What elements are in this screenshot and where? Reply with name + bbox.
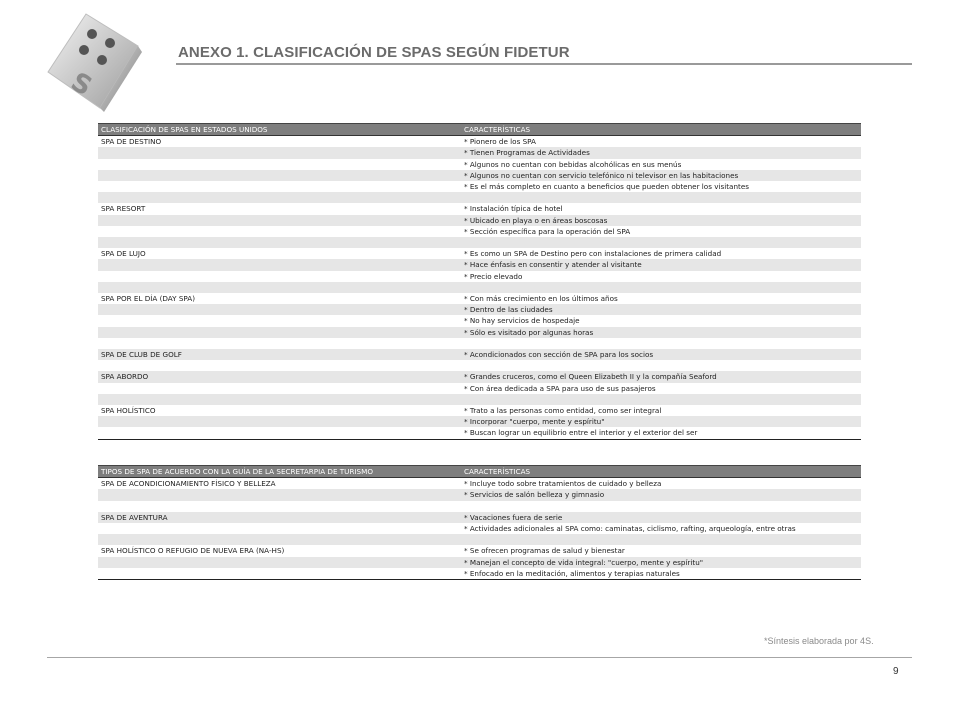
spa-type-cell bbox=[98, 282, 461, 293]
table-row bbox=[98, 512, 861, 523]
spa-type-cell: SPA DE ACONDICIONAMIENTO FÍSICO Y BELLEZA bbox=[98, 478, 461, 490]
characteristic-cell: * Servicios de salón belleza y gimnasio bbox=[461, 489, 861, 500]
table-row bbox=[98, 215, 861, 226]
characteristic-cell: * Acondicionados con sección de SPA para los socios bbox=[461, 349, 861, 360]
characteristic-cell: * Ubicado en playa o en áreas boscosas bbox=[461, 215, 861, 226]
spa-type-cell bbox=[98, 304, 461, 315]
characteristic-cell: * Con área dedicada a SPA para uso de sus pasajeros bbox=[461, 383, 861, 394]
characteristic-cell: * Actividades adicionales al SPA como: caminatas, ciclismo, rafting, arqueología, entre otras bbox=[461, 523, 861, 534]
table-row bbox=[98, 203, 861, 214]
characteristic-cell: * Algunos no cuentan con bebidas alcohólicas en sus menús bbox=[461, 159, 861, 170]
table-row bbox=[98, 568, 861, 580]
table-row bbox=[98, 489, 861, 500]
table-row bbox=[98, 181, 861, 192]
table-row bbox=[98, 523, 861, 534]
spa-type-cell bbox=[98, 259, 461, 270]
column-header-characteristics: CARACTERÍSTICAS bbox=[461, 124, 861, 136]
characteristic-cell: * No hay servicios de hospedaje bbox=[461, 315, 861, 326]
spa-type-cell bbox=[98, 271, 461, 282]
column-header-classification: CLASIFICACIÓN DE SPAS EN ESTADOS UNIDOS bbox=[98, 124, 461, 136]
spa-type-cell bbox=[98, 237, 461, 248]
column-header-types: TIPOS DE SPA DE ACUERDO CON LA GUÍA DE LA SECRETARPIA DE TURISMO bbox=[98, 466, 461, 478]
spa-type-cell: SPA POR EL DÍA (DAY SPA) bbox=[98, 293, 461, 304]
table-row bbox=[98, 248, 861, 259]
spa-type-cell: SPA DE LUJO bbox=[98, 248, 461, 259]
characteristic-cell: * Buscan lograr un equilibrio entre el interior y el exterior del ser bbox=[461, 427, 861, 439]
table-row bbox=[98, 383, 861, 394]
spa-type-cell bbox=[98, 192, 461, 203]
table-row bbox=[98, 427, 861, 439]
characteristic-cell: * Manejan el concepto de vida integral: "cuerpo, mente y espíritu" bbox=[461, 557, 861, 568]
spa-type-cell bbox=[98, 489, 461, 500]
characteristic-cell bbox=[461, 501, 861, 512]
table-row bbox=[98, 170, 861, 181]
spa-type-cell: SPA DE AVENTURA bbox=[98, 512, 461, 523]
spa-type-cell bbox=[98, 226, 461, 237]
spa-type-cell bbox=[98, 170, 461, 181]
characteristic-cell bbox=[461, 360, 861, 371]
spa-type-cell bbox=[98, 427, 461, 439]
characteristic-cell: * Pionero de los SPA bbox=[461, 136, 861, 148]
spa-type-cell bbox=[98, 360, 461, 371]
table-row bbox=[98, 282, 861, 293]
table-row bbox=[98, 159, 861, 170]
characteristic-cell bbox=[461, 282, 861, 293]
spa-type-cell bbox=[98, 327, 461, 338]
spa-type-cell bbox=[98, 534, 461, 545]
table-row bbox=[98, 293, 861, 304]
page-number: 9 bbox=[893, 666, 899, 677]
characteristic-cell: * Dentro de las ciudades bbox=[461, 304, 861, 315]
spa-type-cell bbox=[98, 501, 461, 512]
characteristic-cell: * Incluye todo sobre tratamientos de cuidado y belleza bbox=[461, 478, 861, 490]
table-row bbox=[98, 259, 861, 270]
characteristic-cell bbox=[461, 338, 861, 349]
table-row bbox=[98, 478, 861, 490]
characteristic-cell: * Vacaciones fuera de serie bbox=[461, 512, 861, 523]
spa-type-cell: SPA DE DESTINO bbox=[98, 136, 461, 148]
table-row bbox=[98, 501, 861, 512]
spa-type-cell bbox=[98, 383, 461, 394]
characteristic-cell: * Sólo es visitado por algunas horas bbox=[461, 327, 861, 338]
table-row bbox=[98, 147, 861, 158]
table-row bbox=[98, 349, 861, 360]
characteristic-cell: * Tienen Programas de Actividades bbox=[461, 147, 861, 158]
us-spa-classification-table bbox=[98, 123, 861, 440]
spa-type-cell: SPA DE CLUB DE GOLF bbox=[98, 349, 461, 360]
characteristic-cell: * Sección específica para la operación del SPA bbox=[461, 226, 861, 237]
characteristic-cell: * Hace énfasis en consentir y atender al visitante bbox=[461, 259, 861, 270]
characteristic-cell: * Trato a las personas como entidad, como ser integral bbox=[461, 405, 861, 416]
characteristic-cell bbox=[461, 394, 861, 405]
spa-type-cell bbox=[98, 315, 461, 326]
source-note: *Síntesis elaborada por 4S. bbox=[764, 636, 874, 646]
svg-text:S: S bbox=[65, 67, 97, 103]
table-header-row bbox=[98, 124, 861, 136]
spa-type-cell bbox=[98, 394, 461, 405]
table-row bbox=[98, 226, 861, 237]
characteristic-cell: * Se ofrecen programas de salud y bienestar bbox=[461, 545, 861, 556]
table-row bbox=[98, 360, 861, 371]
spa-type-cell: SPA HOLÍSTICO bbox=[98, 405, 461, 416]
characteristic-cell: * Incorporar "cuerpo, mente y espíritu" bbox=[461, 416, 861, 427]
secretaria-spa-types-table bbox=[98, 465, 861, 580]
spa-type-cell: SPA HOLÍSTICO O REFUGIO DE NUEVA ERA (NA-HS) bbox=[98, 545, 461, 556]
table-row bbox=[98, 394, 861, 405]
table-row bbox=[98, 416, 861, 427]
page-title: ANEXO 1. CLASIFICACIÓN DE SPAS SEGÚN FIDETUR bbox=[178, 44, 570, 61]
characteristic-cell bbox=[461, 534, 861, 545]
spa-type-cell bbox=[98, 215, 461, 226]
characteristic-cell: * Grandes cruceros, como el Queen Elizabeth II y la compañía Seaford bbox=[461, 371, 861, 382]
spa-type-cell bbox=[98, 568, 461, 580]
table-row bbox=[98, 327, 861, 338]
title-divider bbox=[176, 63, 912, 65]
table-row bbox=[98, 405, 861, 416]
spa-type-cell: SPA RESORT bbox=[98, 203, 461, 214]
table-row bbox=[98, 136, 861, 148]
spa-type-cell bbox=[98, 181, 461, 192]
characteristic-cell: * Es como un SPA de Destino pero con instalaciones de primera calidad bbox=[461, 248, 861, 259]
spa-type-cell bbox=[98, 557, 461, 568]
characteristic-cell: * Es el más completo en cuanto a beneficios que pueden obtener los visitantes bbox=[461, 181, 861, 192]
domino-logo-icon bbox=[38, 12, 148, 112]
table-row bbox=[98, 271, 861, 282]
table-row bbox=[98, 557, 861, 568]
table-row bbox=[98, 534, 861, 545]
table-header-row bbox=[98, 466, 861, 478]
spa-type-cell bbox=[98, 523, 461, 534]
characteristic-cell: * Instalación típica de hotel bbox=[461, 203, 861, 214]
spa-type-cell bbox=[98, 416, 461, 427]
spa-type-cell bbox=[98, 159, 461, 170]
spa-type-cell bbox=[98, 338, 461, 349]
characteristic-cell: * Con más crecimiento en los últimos años bbox=[461, 293, 861, 304]
table-row bbox=[98, 192, 861, 203]
footer-divider bbox=[47, 657, 912, 658]
table-row bbox=[98, 315, 861, 326]
spa-type-cell: SPA ABORDO bbox=[98, 371, 461, 382]
characteristic-cell: * Enfocado en la meditación, alimentos y terapias naturales bbox=[461, 568, 861, 580]
characteristic-cell: * Algunos no cuentan con servicio telefónico ni televisor en las habitaciones bbox=[461, 170, 861, 181]
spa-type-cell bbox=[98, 147, 461, 158]
characteristic-cell bbox=[461, 192, 861, 203]
characteristic-cell: * Precio elevado bbox=[461, 271, 861, 282]
column-header-characteristics: CARACTERÍSTICAS bbox=[461, 466, 861, 478]
table-row bbox=[98, 304, 861, 315]
characteristic-cell bbox=[461, 237, 861, 248]
table-row bbox=[98, 338, 861, 349]
table-row bbox=[98, 371, 861, 382]
table-row bbox=[98, 237, 861, 248]
table-row bbox=[98, 545, 861, 556]
